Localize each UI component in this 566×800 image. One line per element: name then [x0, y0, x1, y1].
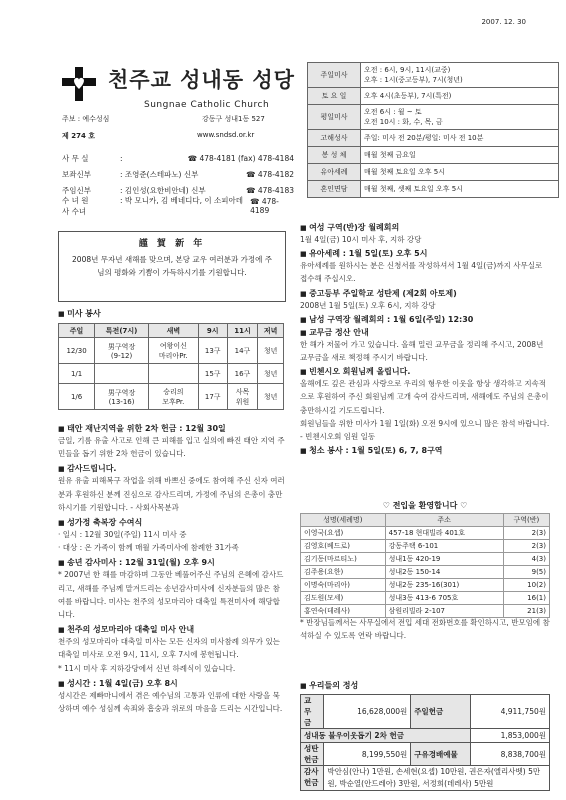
schedule-row: 봉 성 체 매월 첫째 금요일	[308, 147, 559, 164]
section-title: ■ 감사드립니다.	[58, 463, 286, 474]
staff-convent: 수 녀 원 : 박 모니카, 김 베네디다, 이 소피아데사 수녀 ☎ 478-4189	[62, 196, 279, 216]
schedule-row: 평일미사 오전 6시 : 월 ~ 토 오전 10시 : 화, 수, 목, 금	[308, 105, 559, 130]
section-body: 1월 4일(금) 10시 미사 후, 지하 강당	[300, 235, 422, 244]
staff-list	[62, 150, 294, 214]
section-body: 한 해가 저물어 가고 있습니다. 올해 밀린 교무금을 정리해 주시고, 2008년 교무금을 새로 책정해 주시기 바랍니다.	[300, 339, 544, 363]
table-row: 12/30 男구역장 (9-12) 여왕이신 마리아Pr. 13구 14구 청년	[59, 338, 284, 364]
website-link[interactable]: www.sndsd.or.kr	[197, 131, 255, 139]
section-body: 금일, 기름 유출 사고로 인해 큰 피해를 입고 실의에 빠진 태안 지역 주민들을 돕기 위한 2차 헌금이 있습니다.	[58, 436, 285, 459]
table-row: 교 무 금 16,628,000원 주일헌금 4,911,750원	[301, 695, 550, 729]
section-title: ■ 청소 봉사 : 1월 5일(토) 6, 7, 8구역	[300, 445, 550, 456]
section-title: ■ 성시간 : 1월 4일(금) 오후 8시	[58, 678, 286, 689]
left-announcements	[58, 423, 286, 715]
welcome-note: * 반장님들께서는 사무실에서 전입 세대 전화번호를 확인하시고, 반모임에 참석하실 수 있도록 연락 바랍니다.	[300, 618, 550, 641]
patron: 주보 : 예수성심	[62, 115, 110, 123]
section-body: 유아세례를 원하시는 분은 신청서를 작성하셔서 1월 4일(금)까지 사무실로 접수해 주십시오.	[300, 261, 543, 284]
mass-schedule-table	[307, 62, 559, 198]
greeting-body: 2008년 무자년 새해를 맞으며, 본당 교우 여러분과 가정에 주님의 평화와 기쁨이 가득하시기를 기원합니다.	[72, 255, 272, 277]
table-row: 1/1 15구 16구 청년	[59, 364, 284, 384]
issue-number: 제 274 호	[62, 132, 96, 140]
table-row: 1/6 男구역장 (13-16) 승리의 모후Pr. 17구 사목 위원 청년	[59, 384, 284, 410]
church-english-name: Sungnae Catholic Church	[144, 100, 270, 110]
greeting-title: 謹 賀 新 年	[138, 239, 206, 249]
church-logo-icon	[62, 67, 96, 101]
table-row: 홍연숙(데레사) 삼원리빌라 2-107 21(3)	[301, 605, 550, 618]
right-announcements	[300, 222, 550, 456]
table-row: 김도원(모세) 성내3동 413-6 705호 16(1)	[301, 592, 550, 605]
schedule-row: 유아세례 매월 첫째 토요일 오후 5시	[308, 164, 559, 181]
staff-office: 사 무 실 : ☎ 478-4181 (fax) 478-4184	[62, 153, 294, 163]
address: 강동구 성내1동 527	[202, 115, 265, 123]
issue-date: 2007. 12. 30	[481, 18, 526, 26]
mass-service-table: 주일 특전(7시) 새벽 9시 11시 저녁 12/30 男구역장 (9-12) 여왕이신 마리아Pr. 13구 14구 청년 1/1 15구 16구 청년 1/6 男구역장 (13-16) 승리의 모후Pr. 17구 사목 위원 청년	[58, 323, 284, 410]
section-body: 성시간은 제빠마니에서 겪은 예수님의 고통과 인류에 대한 사랑을 묵상하며 예수 성심께 속죄와 흠숭과 위로의 마음을 드리는 시간입니다.	[58, 690, 283, 714]
new-year-greeting	[58, 231, 286, 302]
section-body: * 2007년 한 해를 마감하며 그동안 베풀어주신 주님의 은혜에 감사드리고, 새해를 주님께 맡겨드리는 송년감사미사에 신자분들의 많은 참여를 바랍니다. 미사는 천주의 성모마리아 대축일 특전미사에 해당합니다.	[58, 570, 284, 620]
section-body: 천주의 성모마리아 대축일 미사는 모든 신자의 미사참례 의무가 있는 대축일 미사로 오전 9시, 11시, 오후 7시에 봉헌됩니다. * 11시 미사 후 지하강당에서 신년 하례식이 있습니다.	[58, 637, 280, 673]
schedule-row: 주일미사 오전 : 6시, 9시, 11시(교중) 오후 : 1시(중고등부), 7시(청년)	[308, 63, 559, 88]
section-title: ■ 성가정 축복장 수여식	[58, 517, 286, 528]
welcome-title: ♡ 전입을 환영합니다 ♡	[382, 501, 468, 510]
table-row: 성내동 불우이웃돕기 2차 헌금 1,853,000원	[301, 729, 550, 743]
church-title: 천주교 성내동 성당	[108, 67, 295, 92]
schedule-row: 고해성사 주일: 미사 전 20분/평일: 미사 전 10분	[308, 130, 559, 147]
section-title: ■ 송년 감사미사 : 12월 31일(월) 오후 9시	[58, 557, 286, 568]
schedule-row: 토 요 일 오후 4시(초등부), 7시(특전)	[308, 88, 559, 105]
new-parishioners-table: 성명(세례명) 주소 구역(반) 이영국(요셉) 457-18 현대빌라 401호 2(3) 김영호(베드로) 강동주택 6-101 2(3) 김기동(마르티노) 성내1동 420-19 4(3) 김주용(요한) 성내2동 150-14 9(5) 이명숙(마리아) 성내2동 235-16(301) 10(2) 김도원(모세) 성내3동 413-6 705호 16(1) 홍연숙(데레사) 삼원리빌라 2-107 21(3)	[300, 513, 550, 618]
offerings-table	[300, 694, 550, 791]
table-row: 감사헌금 박안심(안나) 1만원, 손세현(요셉) 10만원, 권은자(엘리사벳) 5만원, 박순열(안드레아) 3만원, 서정희(데레사) 5만원	[301, 766, 550, 791]
section-title: ■ 태안 재난지역을 위한 2차 헌금 : 12월 30일	[58, 423, 286, 434]
table-row: 이영국(요셉) 457-18 현대빌라 401호 2(3)	[301, 527, 550, 540]
section-title: ■ 교무금 정산 안내	[300, 327, 550, 338]
section-title: ■ 남성 구역장 월례회의 : 1월 6일(주일) 12:30	[300, 314, 550, 325]
section-title: ■ 유아세례 : 1월 5일(토) 오후 5시	[300, 248, 550, 259]
section-body: 2008년 1월 5일(토) 오후 6시, 지하 강당	[300, 300, 436, 310]
staff-pastor: 주임신부 : 김인성(요한비안네) 신부 ☎ 478-4183	[62, 185, 294, 195]
table-row: 김주용(요한) 성내2동 150-14 9(5)	[301, 566, 550, 579]
mass-service-title: ■ 미사 봉사	[58, 308, 101, 319]
section-body: 원유 유출 피해복구 작업을 위해 바쁘신 중에도 참여해 주신 신자 여러분과 후원하신 분께 진심으로 감사드리며, 가정에 주님의 은총이 충만하시기를 기원합니다. - 사회사목분과	[58, 476, 285, 512]
table-row: 김기동(마르티노) 성내1동 420-19 4(3)	[301, 553, 550, 566]
section-body: 올해에도 깊은 관심과 사랑으로 우리의 형우한 이웃을 항상 생각하고 지속적으로 후원하여 주신 회원님께 고개 숙여 감사드리며, 새해에도 주님의 은총이 충만하시길 기도드립니다. 회원님들을 위한 미사가 1월 1일(화) 오전 9시에 있으니 많은 참석 바랍니다. - 빈첸시오회 임원 일동	[300, 379, 550, 442]
schedule-row: 혼인면담 매월 첫째, 셋째 토요일 오후 5시	[308, 181, 559, 198]
section-title: ■ 빈첸시오 회원님께 올립니다.	[300, 366, 550, 377]
table-row: 성탄헌금 8,199,550원 구유경배예물 8,838,700원	[301, 743, 550, 766]
section-body: · 일시 : 12월 30일(주일) 11시 미사 중 · 대상 : 온 가족이 함께 매월 가족미사에 참례한 31가족	[58, 530, 239, 553]
section-title: ■ 천주의 성모마리아 대축일 미사 안내	[58, 624, 286, 635]
section-title: ■ 여성 구역(반)장 월례회의	[300, 222, 550, 233]
staff-assistant-priest: 보좌신부 : 조영준(스테파노) 신부 ☎ 478-4182	[62, 169, 294, 179]
section-title: ■ 중고등부 주일학교 성탄제 (제2회 아토제)	[300, 288, 550, 299]
table-row: 이명숙(마리아) 성내2동 235-16(301) 10(2)	[301, 579, 550, 592]
offerings-title: ■ 우리들의 정성	[300, 680, 358, 691]
table-row: 김영호(베드로) 강동주택 6-101 2(3)	[301, 540, 550, 553]
